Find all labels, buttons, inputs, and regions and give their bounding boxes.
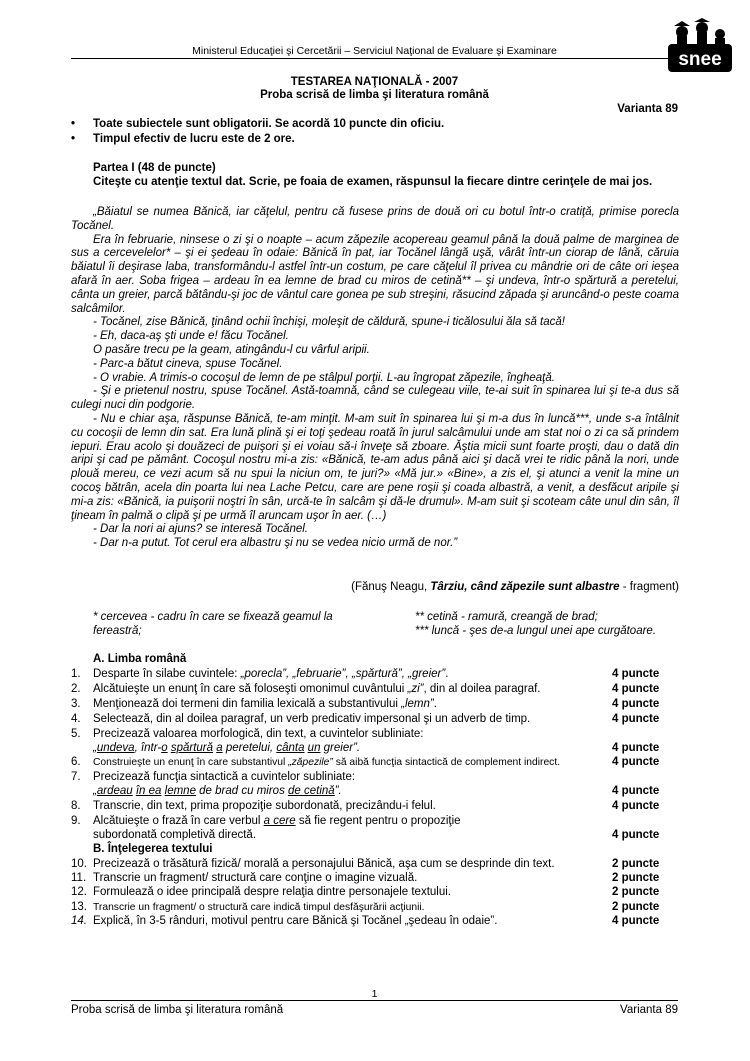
question-text: Menţionează doi termeni din familia lexicală a substantivului „lemn”. [93, 698, 437, 710]
exam-subtitle: Proba scrisă de limba şi literatura română [260, 89, 489, 101]
dialogue-line: - Şi e prietenul nostru, spuse Tocănel. Astă-toamnă, când se culegeau viile, te-ai suit în spinarea lui şi te-a dus să culegi nuci din podgorie. [71, 385, 679, 412]
question-number: 2. [71, 683, 81, 695]
question-number: 8. [71, 800, 81, 812]
question-points: 4 puncte [612, 742, 660, 754]
footer-left: Proba scrisă de limba şi literatura română [71, 1004, 284, 1016]
question-points: 4 puncte [612, 756, 660, 768]
dialogue-line: - Dar n-a putut. Tot cerul era albastru şi nu se vedea nicio urmă de nor.” [93, 537, 458, 550]
dialogue-line: - Parc-a bătut cineva, spuse Tocănel. [93, 357, 283, 370]
question-quote: „undeva, într-o spărtură a peretelui, cânta un greier”. [93, 742, 361, 754]
header-rule [71, 58, 678, 59]
question-number: 14. [71, 915, 87, 927]
text-paragraph: Era în februarie, ninsese o zi şi o noapte – acum zăpezile acopereau geamul până la două palme de marginea de sus a cercevelelor* – şi ei şedeau în odaie: Bănică în pat, iar Tocănel lângă uşă, vârât într-un ciorap de lână, căruia băiatul îi deşirase laba, transformându-l astfel într-un costum, pe care căţelul îl privea cu mândrie ori de câte ori ieşea afară în aer. Soba frigea – ardeau în ea lemne de brad cu miros de cetină** – şi undeva, într-o spărtură a peretelui, cânta un greier, parcă bătându-şi joc de vântul care gonea pe sub streşini, răsucind zăpada şi aruncând-o peste coama salcâmilor. [71, 233, 679, 315]
instruction-item: • Timpul efectiv de lucru este de 2 ore. [71, 133, 295, 145]
question-number: 11. [71, 872, 87, 884]
part-heading: Partea I (48 de puncte) [93, 162, 216, 174]
question-number: 6. [71, 756, 81, 768]
question-number: 12. [71, 886, 87, 898]
section-heading: A. Limba română [93, 653, 187, 665]
question-number: 4. [71, 713, 81, 725]
text-source: (Fănuş Neagu, Târziu, când zăpezile sunt albastre - fragment) [351, 581, 679, 593]
question-points: 4 puncte [612, 683, 660, 695]
footnote: ** cetină - ramură, creangă de brad; [415, 611, 598, 623]
question-text: Explică, în 3-5 rânduri, motivul pentru care Bănică şi Tocănel „şedeau în odaie”. [93, 915, 498, 927]
question-text: Precizează o trăsătură fizică/ morală a personajului Bănică, aşa cum se desprinde din text. [93, 858, 555, 870]
question-number: 1. [71, 668, 81, 680]
question-text: Formulează o idee principală despre relaţia dintre personajele textului. [93, 886, 451, 898]
footnote: fereastră; [93, 625, 142, 637]
question-text: Transcrie, din text, prima propoziţie subordonată, precizându-i felul. [93, 800, 436, 812]
question-points: 4 puncte [612, 698, 660, 710]
dialogue-line: O pasăre trecu pe la geam, atingându-l cu vârful aripii. [93, 343, 370, 356]
question-points: 4 puncte [612, 668, 660, 680]
question-text: Precizează funcţia sintactică a cuvintelor subliniate: [93, 771, 356, 783]
question-text: Selectează, din al doilea paragraf, un verb predicativ impersonal şi un adverb de timp. [93, 713, 531, 725]
question-number: 7. [71, 771, 81, 783]
question-quote: „ardeau în ea lemne de brad cu miros de cetină”. [93, 785, 342, 797]
dialogue-line: - O vrabie. A trimis-o cocoşul de lemn de pe stâlpul porţii. L-au îngropat zăpezile, îngheaţă. [93, 371, 555, 384]
question-number: 5. [71, 728, 81, 740]
question-points: 4 puncte [612, 829, 660, 841]
question-points: 2 puncte [612, 901, 660, 913]
question-text: Precizează valoarea morfologică, din text, a cuvintelor subliniate: [93, 728, 424, 740]
exam-title: TESTAREA NAŢIONALĂ - 2007 [290, 76, 459, 88]
question-text: Alcătuieşte un enunţ în care să foloseşti omonimul cuvântului „zi”, din al doilea paragraf. [93, 683, 541, 695]
text-paragraph: „Băiatul se numea Bănică, iar căţelul, pentru că fusese prins de două ori cu botul într-o cratiţă, primise porecla Tocănel. [71, 206, 679, 232]
ministry-header: Ministerul Educaţiei şi Cercetării – Serviciul Naţional de Evaluare şi Examinare [192, 45, 557, 57]
section-heading: B. Înţelegerea textului [93, 843, 213, 855]
question-text: Transcrie un fragment/ o structură care indică timpul desfăşurării acţiunii. [93, 902, 425, 913]
question-number: 10. [71, 858, 87, 870]
question-points: 4 puncte [612, 800, 660, 812]
question-number: 9. [71, 815, 81, 827]
dialogue-line: - Nu e chiar aşa, răspunse Bănică, te-am minţit. M-am suit în spinarea lui şi m-a dus în luncă***, unde s-a întâlnit cu cocoşii de lemn din sat. Era lună plină şi ei toţi şedeau roată în jurul salcâmului unde am stat noi o zi ca să prindem iepuri. Erau acolo şi douăzeci de puişori şi ei voiau să-i înveţe să zboare. Ăştia micii sunt foarte proşti, dau o dată din aripi şi cad pe pământ. Cocoşul nostru mi-a zis: «Bănică, te-am adus până aici şi dacă vrei te ridic până la nori, unde plouă mereu, ce vezi acum să nu spui la niciun om, te juri?» «Mă jur.» «Bine», a zis el, şi atunci a venit la mine un cocoş bătrân, acela din poarta lui nea Lache Petcu, care are pene roşii şi coada albastră, a venit, a desfăcut aripile şi mi-a zis: «Bănică, ia puişorii noştri în sân, urcă-te în salcâm şi dă-le drumul». M-am suit şi scoteam câte unul din sân, îl ţineam în palmă o clipă şi pe urmă îl aruncam uşor în aer. (…) [71, 412, 679, 522]
footnote: * cercevea - cadru în care se fixează geamul la [93, 611, 333, 623]
question-points: 2 puncte [612, 872, 660, 884]
question-text: Construieşte un enunţ în care substantivul „zăpezile” să aibă funcţia sintactică de complement indirect. [93, 757, 561, 768]
question-text: Transcrie un fragment/ structură care conţine o imagine vizuală. [93, 872, 418, 884]
question-text: Alcătuieşte o frază în care verbul a cere să fie regent pentru o propoziţie [93, 815, 461, 827]
question-points: 2 puncte [612, 858, 660, 870]
question-number: 3. [71, 698, 81, 710]
question-text-continued: subordonată completivă directă. [93, 829, 257, 841]
literary-text [71, 206, 679, 551]
logo-text: snee [678, 49, 722, 70]
part-task: Citeşte cu atenţie textul dat. Scrie, pe foaia de examen, răspunsul la fiecare dintre cerinţele de mai jos. [93, 176, 653, 188]
footer-right: Varianta 89 [620, 1004, 678, 1016]
question-points: 4 puncte [612, 915, 660, 927]
dialogue-line: - Tocănel, zise Bănică, ţinând ochii închişi, moleşit de căldură, spune-i ticălosului ăla să tacă! [93, 316, 565, 329]
dialogue-line: - Eh, daca-aş şti unde e! făcu Tocănel. [93, 330, 289, 343]
page-number: 1 [371, 988, 378, 1000]
instruction-item: • Toate subiectele sunt obligatorii. Se acordă 10 puncte din oficiu. [71, 118, 445, 130]
snee-logo [668, 18, 732, 72]
footnote: *** luncă - şes de-a lungul unei ape curgătoare. [415, 625, 657, 637]
question-points: 4 puncte [612, 713, 660, 725]
question-text: Desparte în silabe cuvintele: „porecla”, „februarie”, „spărtură”, „greier”. [93, 668, 449, 680]
footer-rule [71, 1000, 678, 1001]
question-points: 2 puncte [612, 886, 660, 898]
question-points: 4 puncte [612, 785, 660, 797]
dialogue-line: - Dar la nori ai ajuns? se interesă Tocănel. [93, 523, 308, 536]
question-number: 13. [71, 901, 87, 913]
variant-label: Varianta 89 [617, 103, 678, 115]
